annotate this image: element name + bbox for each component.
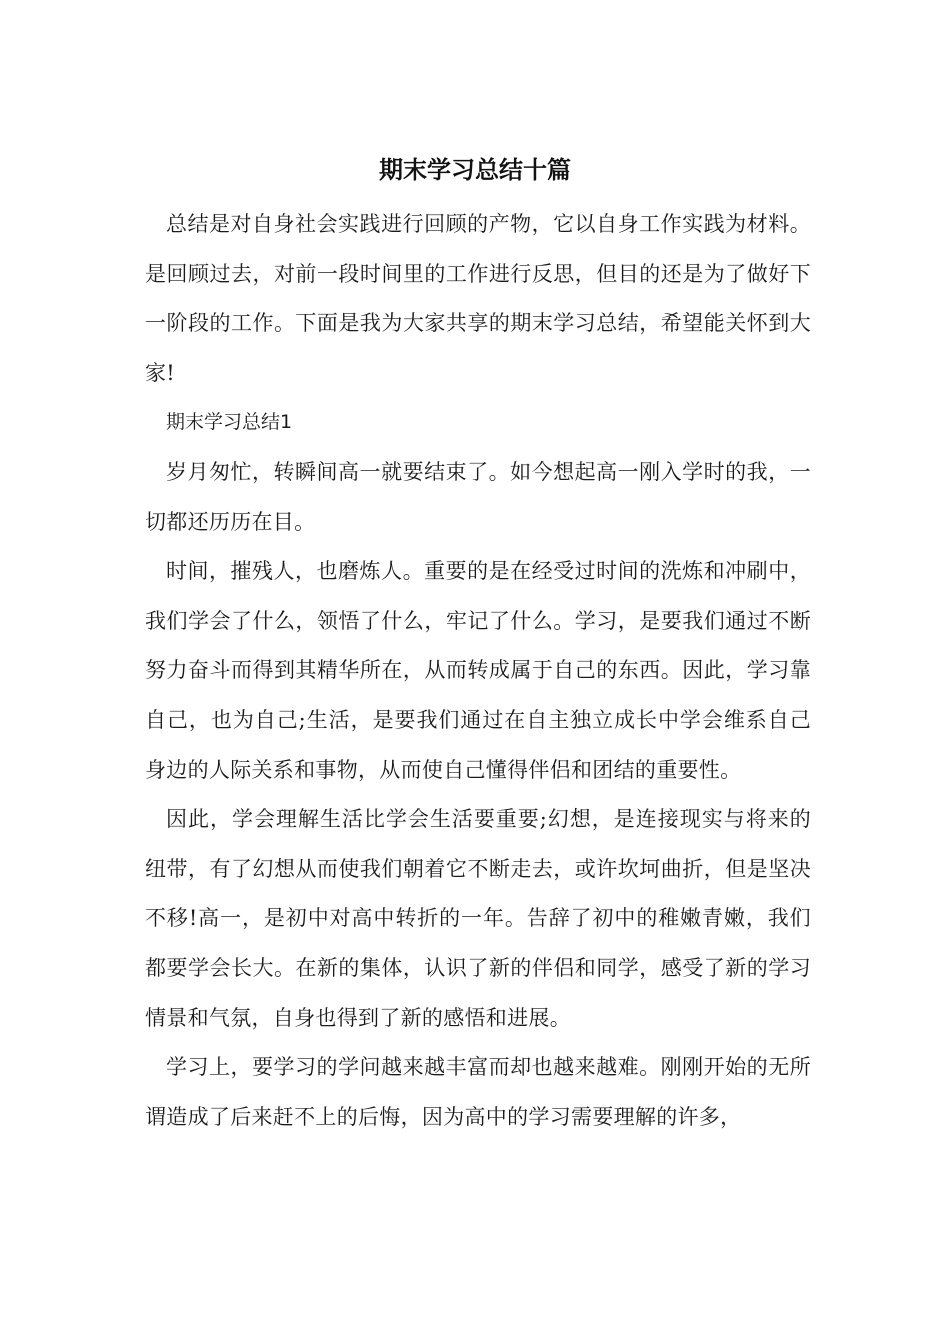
paragraph: 岁月匆忙，转瞬间高一就要结束了。如今想起高一刚入学时的我，一切都还历历在目。 bbox=[145, 459, 811, 534]
paragraph-intro: 总结是对自身社会实践进行回顾的产物，它以自身工作实践为材料。是回顾过去，对前一段时间里的工作进行反思，但目的还是为了做好下一阶段的工作。下面是我为大家共享的期末学习总结，希望能关怀到大家! bbox=[145, 212, 811, 385]
paragraph: 学习上，要学习的学问越来越丰富而却也越来越难。刚刚开始的无所谓造成了后来赶不上的后悔，因为高中的学习需要理解的许多， bbox=[145, 1055, 811, 1129]
document-title: 期末学习总结十篇 bbox=[379, 156, 571, 184]
paragraph: 因此，学会理解生活比学会生活要重要;幻想，是连接现实与将来的纽带，有了幻想从而使我们朝着它不断走去，或许坎坷曲折，但是坚决不移!高一，是初中对高中转折的一年。告辞了初中的稚嫩青嫩，我们都要学会长大。在新的集体，认识了新的伴侣和同学，感受了新的学习情景和气氛，自身也得到了新的感悟和进展。 bbox=[145, 807, 811, 1030]
document-body bbox=[145, 200, 811, 1142]
section-heading: 期末学习总结1 bbox=[166, 411, 293, 434]
paragraph: 时间，摧残人，也磨炼人。重要的是在经受过时间的洗炼和冲刷中，我们学会了什么，领悟了什么，牢记了什么。学习，是要我们通过不断努力奋斗而得到其精华所在，从而转成属于自己的东西。因此，学习靠自己，也为自己;生活，是要我们通过在自主独立成长中学会维系自己身边的人际关系和事物，从而使自己懂得伴侣和团结的重要性。 bbox=[145, 559, 811, 782]
